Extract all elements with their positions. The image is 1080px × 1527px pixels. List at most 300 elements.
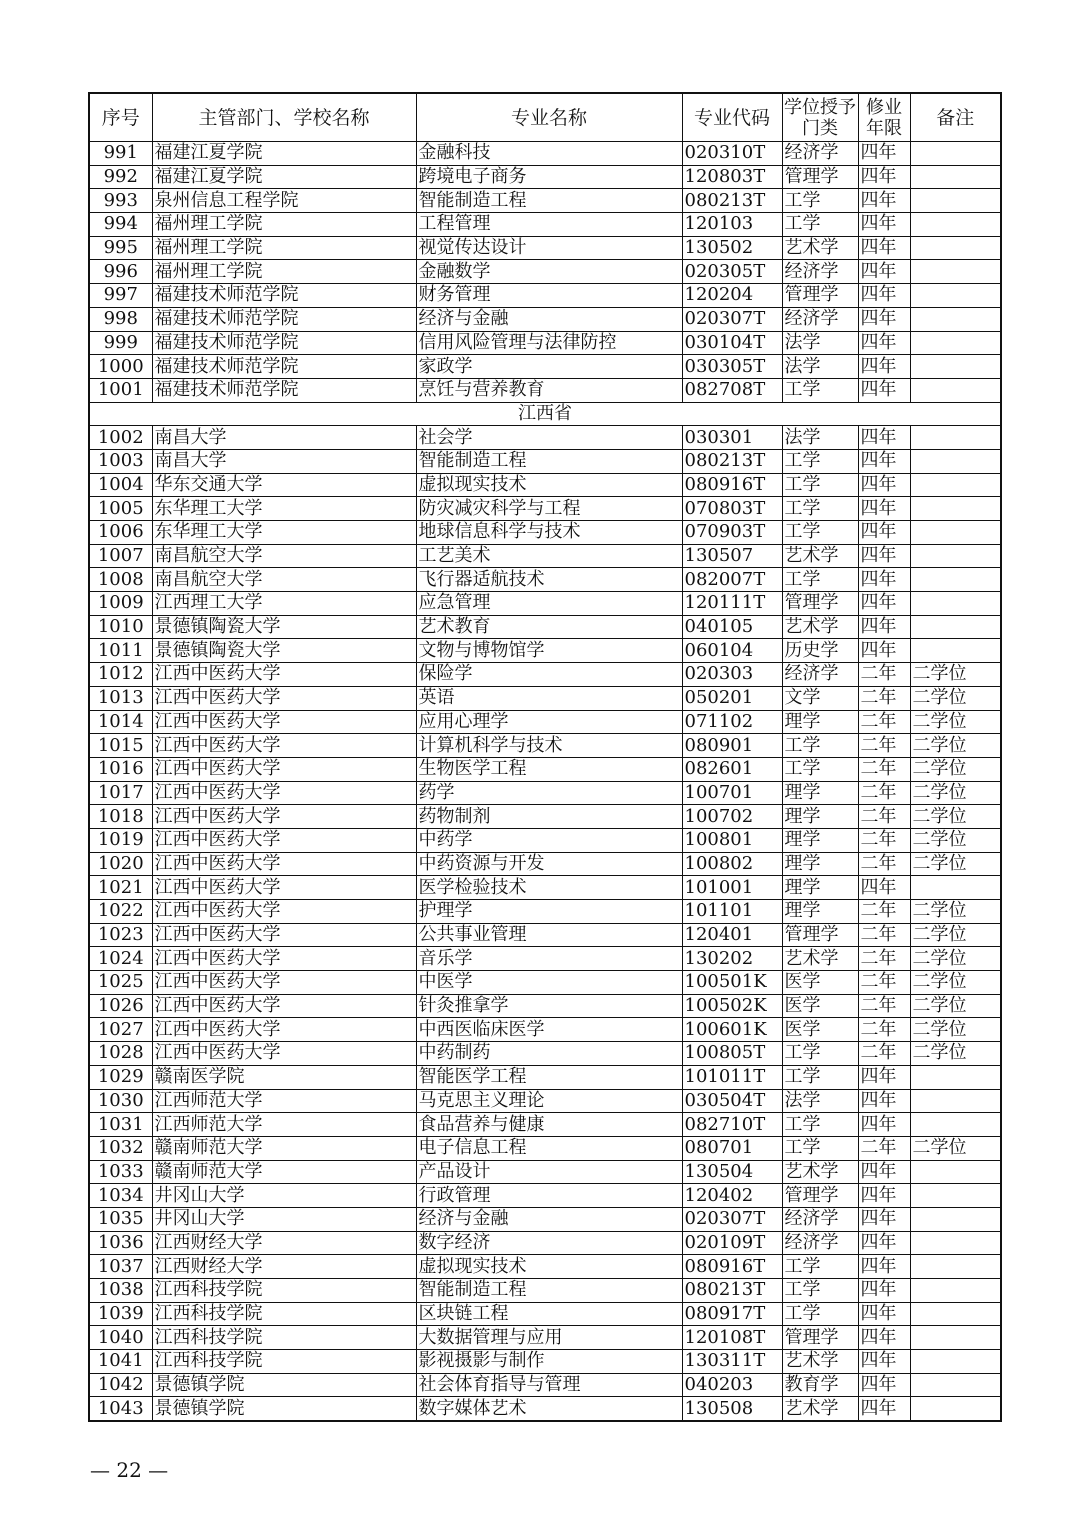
cell-degree: 理学 — [782, 876, 858, 900]
cell-no: 1018 — [89, 805, 152, 829]
cell-school: 华东交通大学 — [152, 473, 416, 497]
cell-no: 1037 — [89, 1255, 152, 1279]
cell-years: 二年 — [858, 828, 910, 852]
cell-code: 020310T — [682, 142, 782, 166]
cell-degree: 工学 — [782, 473, 858, 497]
cell-note — [910, 639, 1001, 663]
cell-code: 020307T — [682, 1207, 782, 1231]
cell-major: 防灾减灾科学与工程 — [416, 497, 682, 521]
cell-degree: 理学 — [782, 805, 858, 829]
cell-note — [910, 1065, 1001, 1089]
cell-code: 101001 — [682, 876, 782, 900]
cell-code: 130508 — [682, 1397, 782, 1421]
cell-degree: 理学 — [782, 781, 858, 805]
cell-school: 赣南医学院 — [152, 1065, 416, 1089]
cell-school: 江西中医药大学 — [152, 710, 416, 734]
cell-years: 二年 — [858, 805, 910, 829]
cell-note — [910, 1279, 1001, 1303]
table-row — [89, 734, 1001, 758]
cell-note — [910, 284, 1001, 308]
cell-no: 997 — [89, 284, 152, 308]
cell-degree: 理学 — [782, 710, 858, 734]
cell-major: 应急管理 — [416, 592, 682, 616]
cell-code: 120204 — [682, 284, 782, 308]
cell-code: 100701 — [682, 781, 782, 805]
cell-school: 江西中医药大学 — [152, 828, 416, 852]
cell-school: 福州理工学院 — [152, 236, 416, 260]
cell-note — [910, 378, 1001, 402]
cell-degree: 工学 — [782, 1255, 858, 1279]
cell-note: 二学位 — [910, 805, 1001, 829]
cell-years: 二年 — [858, 947, 910, 971]
cell-no: 996 — [89, 260, 152, 284]
cell-degree: 医学 — [782, 971, 858, 995]
table-row — [89, 1065, 1001, 1089]
table-row — [89, 1373, 1001, 1397]
cell-code: 080901 — [682, 734, 782, 758]
cell-degree: 艺术学 — [782, 544, 858, 568]
cell-degree: 管理学 — [782, 1184, 858, 1208]
cell-note — [910, 521, 1001, 545]
cell-years: 四年 — [858, 876, 910, 900]
cell-code: 130202 — [682, 947, 782, 971]
cell-code: 030104T — [682, 331, 782, 355]
cell-no: 1013 — [89, 686, 152, 710]
cell-years: 四年 — [858, 236, 910, 260]
table-row — [89, 1231, 1001, 1255]
cell-degree: 工学 — [782, 449, 858, 473]
cell-note — [910, 1302, 1001, 1326]
cell-code: 071102 — [682, 710, 782, 734]
cell-no: 1031 — [89, 1113, 152, 1137]
cell-school: 江西财经大学 — [152, 1231, 416, 1255]
cell-code: 130504 — [682, 1160, 782, 1184]
table-row — [89, 1326, 1001, 1350]
table-row — [89, 473, 1001, 497]
cell-no: 1007 — [89, 544, 152, 568]
cell-major: 社会学 — [416, 426, 682, 450]
cell-years: 四年 — [858, 1089, 910, 1113]
cell-major: 智能制造工程 — [416, 189, 682, 213]
header-degree: 学位授予门类 — [782, 93, 858, 142]
table-row — [89, 544, 1001, 568]
cell-degree: 经济学 — [782, 663, 858, 687]
cell-major: 中医学 — [416, 971, 682, 995]
table-row — [89, 757, 1001, 781]
cell-degree: 工学 — [782, 1065, 858, 1089]
cell-code: 020305T — [682, 260, 782, 284]
cell-no: 1027 — [89, 1018, 152, 1042]
cell-years: 四年 — [858, 307, 910, 331]
cell-school: 泉州信息工程学院 — [152, 189, 416, 213]
table-row — [89, 639, 1001, 663]
cell-degree: 艺术学 — [782, 236, 858, 260]
cell-code: 020303 — [682, 663, 782, 687]
cell-note — [910, 260, 1001, 284]
cell-note — [910, 426, 1001, 450]
cell-code: 101011T — [682, 1065, 782, 1089]
cell-degree: 医学 — [782, 1018, 858, 1042]
cell-degree: 工学 — [782, 1302, 858, 1326]
cell-years: 四年 — [858, 473, 910, 497]
cell-code: 080916T — [682, 1255, 782, 1279]
cell-years: 四年 — [858, 1255, 910, 1279]
cell-note — [910, 1207, 1001, 1231]
cell-major: 区块链工程 — [416, 1302, 682, 1326]
cell-note: 二学位 — [910, 947, 1001, 971]
cell-years: 二年 — [858, 710, 910, 734]
cell-major: 智能制造工程 — [416, 1279, 682, 1303]
table-row — [89, 189, 1001, 213]
cell-code: 120402 — [682, 1184, 782, 1208]
cell-no: 1016 — [89, 757, 152, 781]
cell-note — [910, 355, 1001, 379]
cell-degree: 艺术学 — [782, 1160, 858, 1184]
cell-no: 1041 — [89, 1350, 152, 1374]
cell-no: 1038 — [89, 1279, 152, 1303]
cell-note — [910, 1113, 1001, 1137]
cell-no: 1022 — [89, 900, 152, 924]
cell-years: 二年 — [858, 971, 910, 995]
cell-note: 二学位 — [910, 828, 1001, 852]
cell-code: 120103 — [682, 213, 782, 237]
cell-note: 二学位 — [910, 686, 1001, 710]
header-note: 备注 — [910, 93, 1001, 142]
cell-no: 1040 — [89, 1326, 152, 1350]
cell-years: 四年 — [858, 497, 910, 521]
cell-school: 景德镇陶瓷大学 — [152, 639, 416, 663]
header-no: 序号 — [89, 93, 152, 142]
cell-note — [910, 1350, 1001, 1374]
cell-no: 1032 — [89, 1136, 152, 1160]
cell-no: 995 — [89, 236, 152, 260]
cell-code: 100805T — [682, 1042, 782, 1066]
cell-degree: 工学 — [782, 213, 858, 237]
table-row — [89, 615, 1001, 639]
cell-school: 福建技术师范学院 — [152, 307, 416, 331]
cell-school: 东华理工大学 — [152, 497, 416, 521]
cell-code: 020109T — [682, 1231, 782, 1255]
cell-school: 景德镇陶瓷大学 — [152, 615, 416, 639]
table-row — [89, 260, 1001, 284]
cell-no: 1011 — [89, 639, 152, 663]
cell-degree: 经济学 — [782, 1207, 858, 1231]
cell-degree: 管理学 — [782, 923, 858, 947]
cell-school: 江西中医药大学 — [152, 900, 416, 924]
cell-note — [910, 307, 1001, 331]
cell-note — [910, 876, 1001, 900]
page-number: — 22 — — [90, 1458, 169, 1482]
cell-code: 082710T — [682, 1113, 782, 1137]
cell-school: 福建技术师范学院 — [152, 355, 416, 379]
cell-school: 福建技术师范学院 — [152, 378, 416, 402]
cell-years: 四年 — [858, 1184, 910, 1208]
cell-degree: 法学 — [782, 426, 858, 450]
cell-code: 030305T — [682, 355, 782, 379]
cell-code: 070803T — [682, 497, 782, 521]
cell-major: 家政学 — [416, 355, 682, 379]
cell-major: 数字经济 — [416, 1231, 682, 1255]
cell-school: 江西科技学院 — [152, 1279, 416, 1303]
cell-years: 四年 — [858, 1279, 910, 1303]
cell-note: 二学位 — [910, 710, 1001, 734]
cell-code: 080916T — [682, 473, 782, 497]
cell-code: 082708T — [682, 378, 782, 402]
cell-degree: 经济学 — [782, 307, 858, 331]
cell-note — [910, 1089, 1001, 1113]
cell-years: 四年 — [858, 213, 910, 237]
cell-note: 二学位 — [910, 734, 1001, 758]
header-school: 主管部门、学校名称 — [152, 93, 416, 142]
cell-years: 四年 — [858, 1207, 910, 1231]
cell-degree: 教育学 — [782, 1373, 858, 1397]
cell-years: 四年 — [858, 1065, 910, 1089]
table-row — [89, 1207, 1001, 1231]
cell-major: 飞行器适航技术 — [416, 568, 682, 592]
cell-no: 1015 — [89, 734, 152, 758]
cell-degree: 法学 — [782, 355, 858, 379]
cell-no: 1035 — [89, 1207, 152, 1231]
cell-years: 四年 — [858, 1231, 910, 1255]
table-row — [89, 592, 1001, 616]
cell-degree: 医学 — [782, 994, 858, 1018]
cell-major: 虚拟现实技术 — [416, 1255, 682, 1279]
cell-major: 跨境电子商务 — [416, 165, 682, 189]
cell-major: 经济与金融 — [416, 307, 682, 331]
cell-code: 120108T — [682, 1326, 782, 1350]
cell-years: 四年 — [858, 1326, 910, 1350]
cell-degree: 艺术学 — [782, 1397, 858, 1421]
cell-school: 江西中医药大学 — [152, 757, 416, 781]
cell-no: 1019 — [89, 828, 152, 852]
cell-no: 1020 — [89, 852, 152, 876]
cell-years: 二年 — [858, 1042, 910, 1066]
cell-code: 070903T — [682, 521, 782, 545]
cell-years: 二年 — [858, 1018, 910, 1042]
cell-years: 四年 — [858, 1373, 910, 1397]
cell-degree: 文学 — [782, 686, 858, 710]
cell-major: 信用风险管理与法律防控 — [416, 331, 682, 355]
table-row — [89, 378, 1001, 402]
cell-school: 江西中医药大学 — [152, 852, 416, 876]
cell-note — [910, 165, 1001, 189]
cell-school: 南昌航空大学 — [152, 568, 416, 592]
table-row — [89, 331, 1001, 355]
cell-school: 景德镇学院 — [152, 1397, 416, 1421]
cell-school: 江西中医药大学 — [152, 734, 416, 758]
cell-note — [910, 1231, 1001, 1255]
cell-years: 四年 — [858, 449, 910, 473]
cell-school: 景德镇学院 — [152, 1373, 416, 1397]
cell-major: 中药制药 — [416, 1042, 682, 1066]
table-row — [89, 1136, 1001, 1160]
cell-degree: 管理学 — [782, 592, 858, 616]
cell-school: 江西科技学院 — [152, 1326, 416, 1350]
cell-years: 四年 — [858, 355, 910, 379]
cell-no: 1021 — [89, 876, 152, 900]
header-years: 修业年限 — [858, 93, 910, 142]
table-row — [89, 971, 1001, 995]
cell-major: 经济与金融 — [416, 1207, 682, 1231]
cell-note — [910, 1184, 1001, 1208]
cell-degree: 工学 — [782, 378, 858, 402]
cell-degree: 经济学 — [782, 260, 858, 284]
cell-school: 井冈山大学 — [152, 1207, 416, 1231]
cell-code: 100802 — [682, 852, 782, 876]
cell-degree: 理学 — [782, 900, 858, 924]
cell-years: 四年 — [858, 1350, 910, 1374]
cell-major: 数字媒体艺术 — [416, 1397, 682, 1421]
cell-note — [910, 1326, 1001, 1350]
cell-note: 二学位 — [910, 757, 1001, 781]
cell-no: 1000 — [89, 355, 152, 379]
cell-code: 020307T — [682, 307, 782, 331]
cell-no: 1005 — [89, 497, 152, 521]
cell-degree: 工学 — [782, 1113, 858, 1137]
cell-note — [910, 142, 1001, 166]
cell-note — [910, 1160, 1001, 1184]
cell-note — [910, 497, 1001, 521]
cell-school: 江西师范大学 — [152, 1089, 416, 1113]
cell-code: 100601K — [682, 1018, 782, 1042]
cell-note: 二学位 — [910, 852, 1001, 876]
cell-school: 江西中医药大学 — [152, 923, 416, 947]
cell-years: 四年 — [858, 260, 910, 284]
cell-no: 1025 — [89, 971, 152, 995]
cell-no: 1010 — [89, 615, 152, 639]
header-code: 专业代码 — [682, 93, 782, 142]
cell-code: 080917T — [682, 1302, 782, 1326]
section-title: 江西省 — [89, 402, 1001, 426]
cell-years: 四年 — [858, 1160, 910, 1184]
cell-major: 应用心理学 — [416, 710, 682, 734]
cell-degree: 艺术学 — [782, 615, 858, 639]
cell-years: 二年 — [858, 923, 910, 947]
cell-degree: 艺术学 — [782, 947, 858, 971]
cell-years: 四年 — [858, 1397, 910, 1421]
cell-years: 四年 — [858, 568, 910, 592]
cell-years: 四年 — [858, 1113, 910, 1137]
cell-code: 060104 — [682, 639, 782, 663]
cell-no: 1004 — [89, 473, 152, 497]
cell-major: 中药资源与开发 — [416, 852, 682, 876]
cell-major: 公共事业管理 — [416, 923, 682, 947]
table-row — [89, 852, 1001, 876]
table-row — [89, 1397, 1001, 1421]
cell-note: 二学位 — [910, 971, 1001, 995]
cell-school: 江西中医药大学 — [152, 947, 416, 971]
cell-note — [910, 189, 1001, 213]
cell-no: 999 — [89, 331, 152, 355]
cell-major: 金融数学 — [416, 260, 682, 284]
cell-note: 二学位 — [910, 1018, 1001, 1042]
cell-note — [910, 568, 1001, 592]
table-row — [89, 1018, 1001, 1042]
cell-school: 江西中医药大学 — [152, 876, 416, 900]
cell-school: 南昌大学 — [152, 449, 416, 473]
table-row — [89, 923, 1001, 947]
cell-code: 100501K — [682, 971, 782, 995]
cell-code: 130311T — [682, 1350, 782, 1374]
table-row — [89, 900, 1001, 924]
cell-degree: 管理学 — [782, 1326, 858, 1350]
cell-major: 中西医临床医学 — [416, 1018, 682, 1042]
majors-table — [88, 92, 1002, 1422]
cell-school: 江西中医药大学 — [152, 994, 416, 1018]
cell-degree: 工学 — [782, 1042, 858, 1066]
cell-no: 1002 — [89, 426, 152, 450]
cell-degree: 法学 — [782, 1089, 858, 1113]
cell-major: 中药学 — [416, 828, 682, 852]
cell-note — [910, 1373, 1001, 1397]
cell-years: 二年 — [858, 686, 910, 710]
cell-degree: 管理学 — [782, 165, 858, 189]
cell-school: 南昌航空大学 — [152, 544, 416, 568]
cell-note — [910, 544, 1001, 568]
table-row — [89, 165, 1001, 189]
cell-years: 二年 — [858, 663, 910, 687]
cell-degree: 经济学 — [782, 1231, 858, 1255]
cell-no: 993 — [89, 189, 152, 213]
cell-no: 1023 — [89, 923, 152, 947]
cell-years: 四年 — [858, 521, 910, 545]
cell-years: 四年 — [858, 544, 910, 568]
cell-code: 100502K — [682, 994, 782, 1018]
cell-major: 智能医学工程 — [416, 1065, 682, 1089]
cell-no: 1003 — [89, 449, 152, 473]
cell-note — [910, 1255, 1001, 1279]
table-row — [89, 805, 1001, 829]
cell-major: 针灸推拿学 — [416, 994, 682, 1018]
cell-degree: 艺术学 — [782, 1350, 858, 1374]
cell-no: 1014 — [89, 710, 152, 734]
table-body — [89, 142, 1001, 1422]
cell-note: 二学位 — [910, 781, 1001, 805]
cell-code: 030301 — [682, 426, 782, 450]
cell-note — [910, 1397, 1001, 1421]
cell-years: 二年 — [858, 1136, 910, 1160]
cell-note: 二学位 — [910, 900, 1001, 924]
cell-no: 1036 — [89, 1231, 152, 1255]
cell-major: 烹饪与营养教育 — [416, 378, 682, 402]
cell-no: 991 — [89, 142, 152, 166]
cell-no: 1030 — [89, 1089, 152, 1113]
table-row — [89, 1042, 1001, 1066]
cell-no: 1006 — [89, 521, 152, 545]
cell-years: 四年 — [858, 426, 910, 450]
cell-school: 东华理工大学 — [152, 521, 416, 545]
cell-note: 二学位 — [910, 1042, 1001, 1066]
cell-code: 080213T — [682, 189, 782, 213]
cell-school: 江西科技学院 — [152, 1350, 416, 1374]
cell-degree: 法学 — [782, 331, 858, 355]
cell-school: 江西中医药大学 — [152, 663, 416, 687]
cell-degree: 工学 — [782, 1279, 858, 1303]
cell-no: 998 — [89, 307, 152, 331]
cell-note — [910, 592, 1001, 616]
cell-note — [910, 615, 1001, 639]
cell-no: 1042 — [89, 1373, 152, 1397]
cell-degree: 工学 — [782, 757, 858, 781]
cell-school: 江西中医药大学 — [152, 1018, 416, 1042]
cell-no: 1028 — [89, 1042, 152, 1066]
table-row — [89, 663, 1001, 687]
cell-no: 1009 — [89, 592, 152, 616]
cell-school: 赣南师范大学 — [152, 1136, 416, 1160]
cell-code: 080213T — [682, 1279, 782, 1303]
cell-major: 食品营养与健康 — [416, 1113, 682, 1137]
cell-note: 二学位 — [910, 994, 1001, 1018]
